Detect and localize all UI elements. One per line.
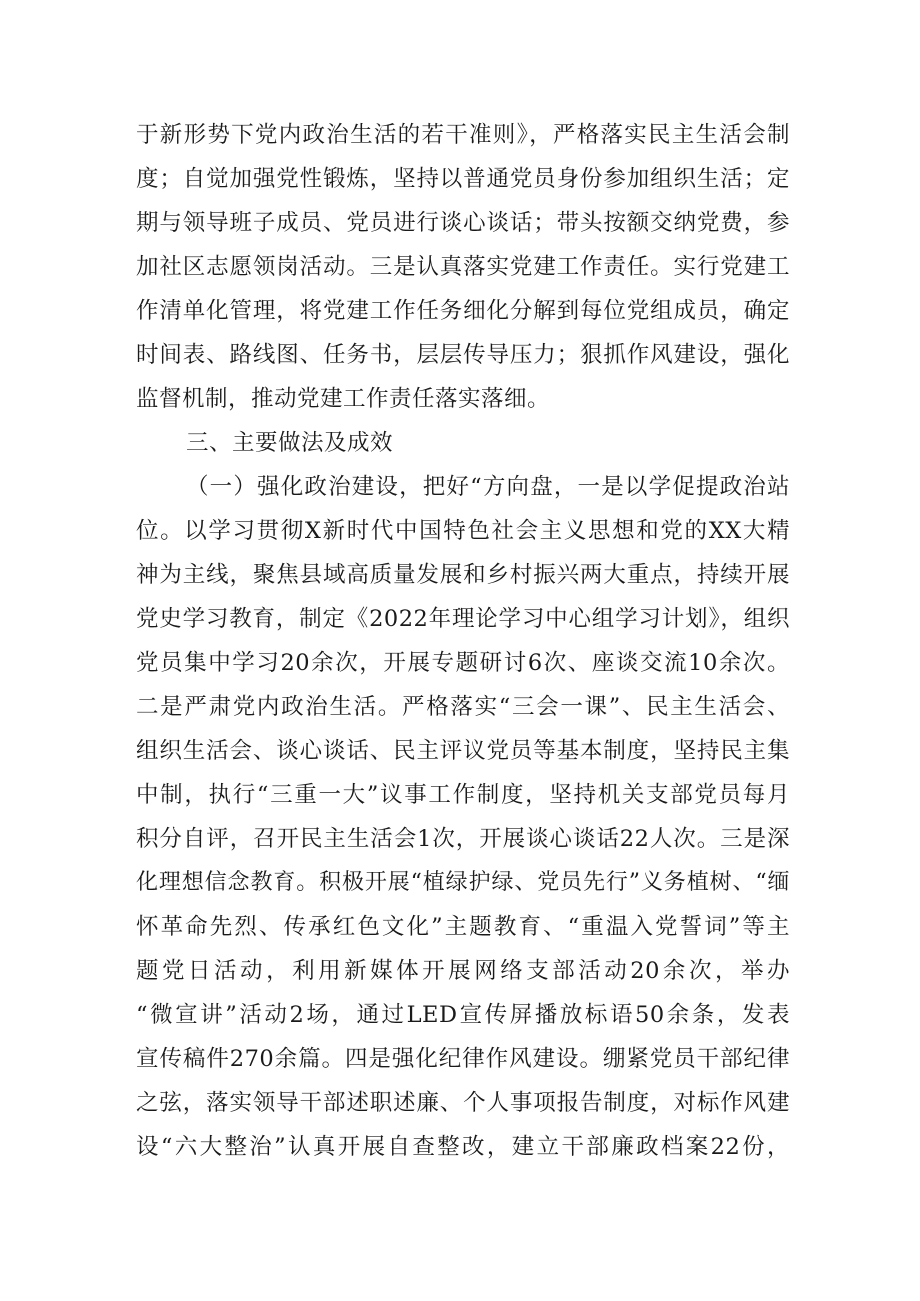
text-line-5: 作清单化管理，将党建工作任务细化分解到每位党组成员，确定 <box>136 298 790 324</box>
text-line-6: 时间表、路线图、任务书，层层传导压力；狠抓作风建设，强化 <box>136 342 790 368</box>
text-line-17: 积分自评，召开民主生活会1次，开展谈心谈话22人次。三是深 <box>136 826 790 852</box>
text-line-4: 加社区志愿领岗活动。三是认真落实党建工作责任。实行党建工 <box>136 254 790 280</box>
text-line-13: 党员集中学习20余次，开展专题研讨6次、座谈交流10余次。 <box>136 650 790 676</box>
text-line-14: 二是严肃党内政治生活。严格落实“三会一课”、民主生活会、 <box>136 694 790 720</box>
text-line-22: 宣传稿件270余篇。四是强化纪律作风建设。绷紧党员干部纪律 <box>136 1046 790 1072</box>
text-line-18: 化理想信念教育。积极开展“植绿护绿、党员先行”义务植树、“缅 <box>136 870 790 895</box>
text-line-24: 设“六大整治”认真开展自查整改，建立干部廉政档案22份， <box>136 1134 790 1160</box>
text-line-16: 中制，执行“三重一大”议事工作制度，坚持机关支部党员每月 <box>136 782 790 808</box>
text-line-23: 之弦，落实领导干部述职述廉、个人事项报告制度，对标作风建 <box>136 1090 790 1116</box>
text-line-15: 组织生活会、谈心谈话、民主评议党员等基本制度，坚持民主集 <box>136 738 790 764</box>
text-line-2: 度；自觉加强党性锻炼，坚持以普通党员身份参加组织生活；定 <box>136 166 790 192</box>
text-line-20: 题党日活动，利用新媒体开展网络支部活动20余次，举办 <box>136 958 790 984</box>
text-line-3: 期与领导班子成员、党员进行谈心谈话；带头按额交纳党费，参 <box>136 210 790 236</box>
subsection-line-1: （一）强化政治建设，把好“方向盘，一是以学促提政治站 <box>186 474 790 500</box>
text-line-1: 于新形势下党内政治生活的若干准则》，严格落实民主生活会制 <box>136 122 790 148</box>
text-line-12: 党史学习教育，制定《2022年理论学习中心组学习计划》，组织 <box>136 606 790 632</box>
text-line-19: 怀革命先烈、传承红色文化”主题教育、“重温入党誓词”等主 <box>136 914 790 940</box>
text-line-7: 监督机制，推动党建工作责任落实落细。 <box>136 386 551 412</box>
text-line-10: 位。以学习贯彻X新时代中国特色社会主义思想和党的XX大精 <box>136 518 790 544</box>
text-line-21: “微宣讲”活动2场，通过LED宣传屏播放标语50余条，发表 <box>136 1002 790 1028</box>
section-heading: 三、主要做法及成效 <box>186 430 394 456</box>
text-line-11: 神为主线，聚焦县域高质量发展和乡村振兴两大重点，持续开展 <box>136 562 790 588</box>
